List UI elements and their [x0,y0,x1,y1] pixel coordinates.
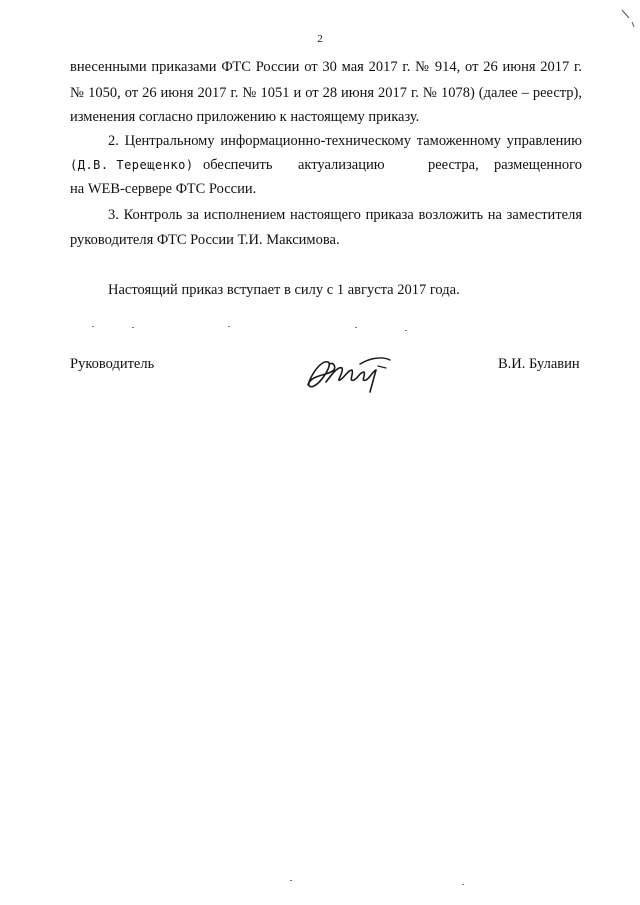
word-razmeshchennogo: размещенного [493,157,582,173]
paragraph-2-line-3: на WEB-сервере ФТС России. [70,181,257,197]
paragraph-3-line-1: 3. Контроль за исполнением настоящего приказа возложить на заместителя [108,207,582,223]
word-obespechit: обеспечить [203,157,273,173]
scan-speck [462,884,464,885]
word-aktualizaciyu: актуализацию [298,157,385,173]
paragraph-2-line-1: 2. Центральному информационно-техническому таможенному управлению [108,133,582,149]
paragraph-1-line-3: изменения согласно приложению к настоящему приказу. [70,109,420,125]
paragraph-1-line-2: № 1050, от 26 июня 2017 г. № 1051 и от 28 июня 2017 г. № 1078) (далее – реестр), [70,85,582,101]
scan-speck [132,327,134,328]
scan-corner-mark [620,8,636,30]
page-number: 2 [317,33,323,45]
scan-speck [228,326,230,327]
paragraph-3-line-2: руководителя ФТС России Т.И. Максимова. [70,232,340,248]
effective-date-statement: Настоящий приказ вступает в силу с 1 августа 2017 года. [108,282,460,298]
scan-speck [92,326,94,327]
typed-name: (Д.В. Терещенко) [70,158,194,172]
scan-speck [290,880,292,881]
paragraph-1-line-1: внесенными приказами ФТС России от 30 мая 2017 г. № 914, от 26 июня 2017 г. [70,59,582,75]
signatory-name: В.И. Булавин [498,356,580,372]
scan-speck [405,330,407,331]
scan-speck [355,327,357,328]
signatory-title: Руководитель [70,356,155,372]
handwritten-signature [300,352,400,402]
word-reestra: реестра, [428,157,479,173]
